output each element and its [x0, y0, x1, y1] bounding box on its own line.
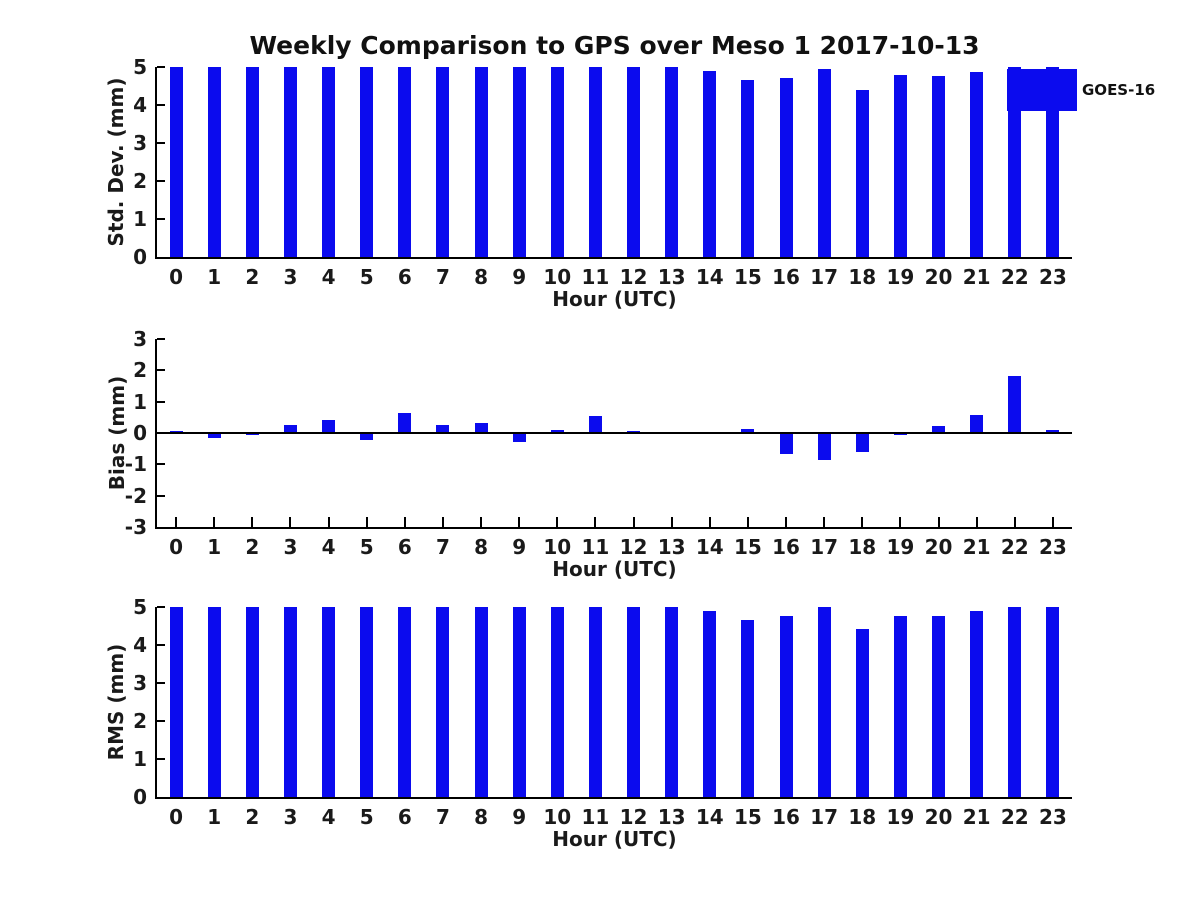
bar [360, 433, 373, 440]
y-tick-label: 2 [133, 358, 147, 383]
x-tick-label: 17 [810, 535, 839, 559]
x-tick [442, 517, 444, 527]
x-tick-label: 6 [397, 805, 412, 829]
x-tick [1014, 517, 1016, 527]
bar [932, 76, 945, 257]
y-axis-spine [155, 607, 157, 799]
x-tick [328, 517, 330, 527]
x-tick-label: 20 [924, 265, 953, 289]
bar [780, 433, 793, 454]
y-tick-label: 3 [133, 671, 147, 695]
x-tick-label: 19 [886, 265, 915, 289]
x-tick-label: 12 [619, 265, 648, 289]
x-tick-label: 16 [772, 265, 800, 289]
x-tick [213, 517, 215, 527]
x-tick-label: 23 [1039, 265, 1067, 289]
bar [703, 71, 716, 257]
y-tick-label: 1 [133, 747, 147, 771]
bar [1046, 607, 1059, 797]
x-tick-label: 4 [321, 535, 336, 559]
y-tick [157, 401, 165, 403]
y-tick-label: 3 [133, 327, 147, 351]
x-tick-label: 3 [283, 805, 298, 829]
x-tick-label: 12 [619, 805, 648, 829]
y-tick [157, 369, 165, 371]
bar [665, 67, 678, 257]
bar [322, 607, 335, 797]
x-tick-label: 8 [474, 805, 489, 829]
bar [360, 607, 373, 797]
x-tick-label: 19 [886, 535, 915, 559]
x-tick [594, 517, 596, 527]
x-axis-spine [155, 257, 1072, 259]
x-tick-label: 10 [543, 535, 572, 559]
y-tick [157, 66, 165, 68]
x-axis-spine [155, 527, 1072, 529]
y-tick-label: 5 [133, 595, 147, 619]
legend-label: GOES-16 [1082, 81, 1156, 99]
x-tick-label: 2 [245, 805, 260, 829]
x-tick-label: 6 [397, 265, 412, 289]
x-tick [747, 517, 749, 527]
x-tick-label: 13 [657, 265, 686, 289]
x-tick-label: 12 [619, 535, 648, 559]
x-tick [633, 517, 635, 527]
bar [246, 67, 259, 257]
bar [856, 629, 869, 797]
x-tick-label: 0 [169, 535, 184, 559]
bar [170, 67, 183, 257]
bar [398, 607, 411, 797]
x-tick-label: 15 [734, 805, 762, 829]
x-tick-label: 9 [512, 535, 527, 559]
bar [818, 69, 831, 257]
y-tick-label: 0 [133, 785, 147, 809]
x-tick-label: 13 [657, 535, 686, 559]
x-tick-label: 3 [283, 535, 298, 559]
bar [894, 75, 907, 257]
bar [284, 607, 297, 797]
y-tick [157, 682, 165, 684]
x-tick-label: 7 [435, 265, 450, 289]
x-tick [289, 517, 291, 527]
x-tick-label: 9 [512, 265, 527, 289]
bar [284, 67, 297, 257]
x-tick [480, 517, 482, 527]
bar [856, 433, 869, 452]
bar [741, 620, 754, 797]
zero-line [155, 432, 1072, 434]
bar [780, 616, 793, 797]
bar [970, 72, 983, 257]
y-tick-label: 1 [133, 207, 147, 231]
bar [398, 67, 411, 257]
x-tick [366, 517, 368, 527]
x-tick-label: 18 [848, 265, 877, 289]
x-tick-label: 14 [695, 535, 724, 559]
bar [589, 607, 602, 797]
x-tick-label: 14 [695, 265, 724, 289]
chart-title: Weekly Comparison to GPS over Meso 1 2017-10-13 [249, 31, 980, 60]
x-tick [899, 517, 901, 527]
x-tick-label: 16 [772, 805, 800, 829]
x-tick-label: 11 [581, 535, 610, 559]
bar [246, 607, 259, 797]
y-tick-label: 4 [133, 633, 147, 657]
x-axis-label-bias: Hour (UTC) [552, 557, 677, 581]
y-tick-label: 0 [133, 421, 147, 445]
bar [475, 607, 488, 797]
bar [818, 433, 831, 460]
x-tick-label: 20 [924, 805, 953, 829]
bar [932, 616, 945, 797]
y-tick [157, 463, 165, 465]
x-tick-label: 3 [283, 265, 298, 289]
bar [1008, 607, 1021, 797]
y-axis-label-std-dev: Std. Dev. (mm) [104, 77, 128, 247]
x-tick-label: 10 [543, 265, 572, 289]
bar [894, 616, 907, 797]
bar [627, 607, 640, 797]
x-tick-label: 5 [359, 535, 374, 559]
bar [1008, 376, 1021, 433]
x-tick-label: 17 [810, 805, 839, 829]
y-tick-label: 4 [133, 93, 147, 117]
x-tick-label: 1 [207, 535, 222, 559]
x-tick [938, 517, 940, 527]
x-tick-label: 9 [512, 805, 527, 829]
x-axis-spine [155, 797, 1072, 799]
x-tick-label: 22 [1000, 535, 1029, 559]
x-tick-label: 21 [962, 535, 991, 559]
y-axis-spine [155, 339, 157, 529]
x-tick-label: 11 [581, 265, 610, 289]
y-tick-label: -2 [124, 483, 147, 508]
x-tick-label: 8 [474, 265, 489, 289]
y-tick-label: -3 [124, 515, 147, 539]
bar [665, 607, 678, 797]
x-tick-label: 10 [543, 805, 572, 829]
x-tick-label: 18 [848, 805, 877, 829]
y-tick [157, 606, 165, 608]
bar [551, 607, 564, 797]
x-tick [556, 517, 558, 527]
x-tick-label: 0 [169, 265, 184, 289]
x-tick-label: 17 [810, 265, 839, 289]
bar [475, 67, 488, 257]
y-axis-label-bias: Bias (mm) [105, 375, 129, 491]
x-tick [251, 517, 253, 527]
x-tick-label: 4 [321, 805, 336, 829]
y-tick [157, 338, 165, 340]
x-tick [823, 517, 825, 527]
x-tick-label: 23 [1039, 535, 1067, 559]
bar [322, 67, 335, 257]
bar [208, 67, 221, 257]
bar [589, 416, 602, 433]
x-tick-label: 8 [474, 535, 489, 559]
y-tick-label: -1 [124, 452, 147, 477]
y-tick [157, 644, 165, 646]
x-tick-label: 7 [435, 805, 450, 829]
x-axis-label-rms: Hour (UTC) [552, 827, 677, 851]
x-tick-label: 4 [321, 265, 336, 289]
x-tick [518, 517, 520, 527]
x-tick-label: 14 [695, 805, 724, 829]
x-tick-label: 5 [359, 265, 374, 289]
x-tick-label: 2 [245, 535, 260, 559]
bar [436, 607, 449, 797]
x-tick-label: 11 [581, 805, 610, 829]
bar [627, 67, 640, 257]
bar [322, 420, 335, 433]
x-tick [1052, 517, 1054, 527]
y-tick-label: 0 [133, 245, 147, 269]
y-tick-label: 2 [133, 169, 147, 193]
x-tick-label: 5 [359, 805, 374, 829]
y-tick-label: 2 [133, 709, 147, 733]
y-tick [157, 758, 165, 760]
x-tick-label: 16 [772, 535, 800, 559]
x-tick-label: 21 [962, 265, 991, 289]
x-tick-label: 0 [169, 805, 184, 829]
y-tick [157, 104, 165, 106]
x-tick-label: 2 [245, 265, 260, 289]
x-tick-label: 15 [734, 535, 762, 559]
bar [360, 67, 373, 257]
y-axis-spine [155, 67, 157, 259]
x-tick-label: 21 [962, 805, 991, 829]
bar [513, 67, 526, 257]
x-tick-label: 23 [1039, 805, 1067, 829]
bar [818, 607, 831, 797]
x-axis-label-std-dev: Hour (UTC) [552, 287, 677, 311]
x-tick-label: 1 [207, 265, 222, 289]
bar [513, 607, 526, 797]
bar [551, 67, 564, 257]
x-tick [785, 517, 787, 527]
x-tick [175, 517, 177, 527]
bar [703, 611, 716, 797]
y-axis-label-rms: RMS (mm) [104, 643, 128, 761]
bar [589, 67, 602, 257]
x-tick-label: 22 [1000, 805, 1029, 829]
x-tick-label: 15 [734, 265, 762, 289]
bar [741, 80, 754, 257]
x-tick-label: 20 [924, 535, 953, 559]
x-tick-label: 13 [657, 805, 686, 829]
y-tick [157, 218, 165, 220]
bar [970, 415, 983, 433]
x-tick-label: 22 [1000, 265, 1029, 289]
y-tick-label: 5 [133, 55, 147, 79]
y-tick [157, 180, 165, 182]
x-tick-label: 7 [435, 535, 450, 559]
x-tick-label: 19 [886, 805, 915, 829]
legend-swatch [1007, 69, 1077, 111]
bar [398, 413, 411, 433]
x-tick [861, 517, 863, 527]
x-tick [709, 517, 711, 527]
x-tick-label: 6 [397, 535, 412, 559]
y-tick [157, 142, 165, 144]
bar [208, 607, 221, 797]
x-tick-label: 18 [848, 535, 877, 559]
bar [780, 78, 793, 257]
bar [513, 433, 526, 442]
x-tick [404, 517, 406, 527]
x-tick-label: 1 [207, 805, 222, 829]
bar [170, 607, 183, 797]
y-tick-label: 1 [133, 389, 147, 414]
bar [970, 611, 983, 797]
x-tick [976, 517, 978, 527]
y-tick [157, 720, 165, 722]
bar [856, 90, 869, 257]
y-tick-label: 3 [133, 131, 147, 155]
x-tick [671, 517, 673, 527]
y-tick [157, 495, 165, 497]
bar [436, 67, 449, 257]
